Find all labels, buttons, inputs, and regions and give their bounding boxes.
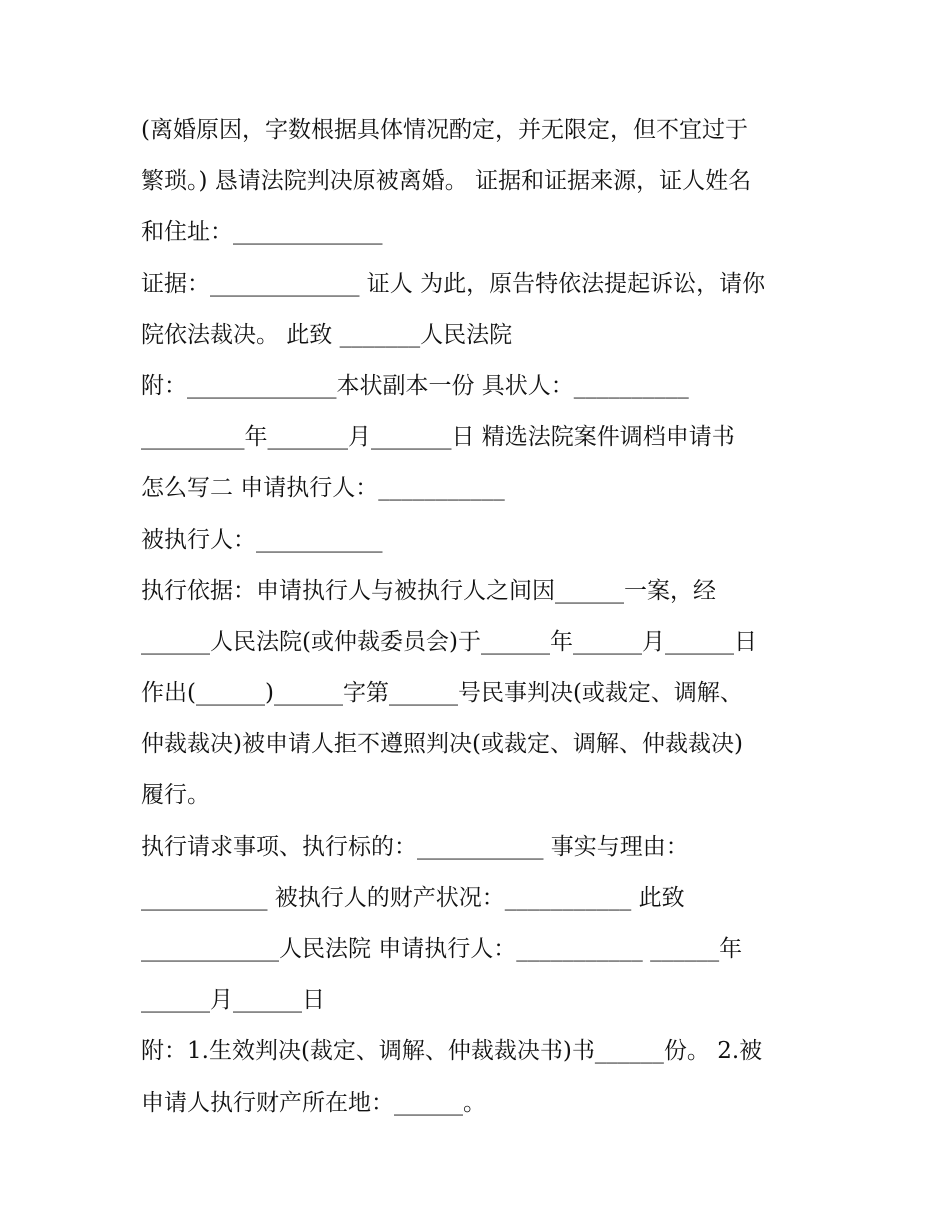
text-line: 怎么写二 申请执行人：___________ — [141, 475, 505, 502]
text-line: 和住址：_____________ — [141, 219, 383, 246]
text-line: 院依法裁决。 此致 _______人民法院 — [141, 321, 513, 348]
document-body — [141, 110, 821, 1134]
text-line: ______人民法院(或仲裁委员会)于______年______月______日 — [141, 628, 757, 655]
text-line: 申请人执行财产所在地：______。 — [141, 1089, 486, 1116]
text-line: 被执行人：___________ — [141, 526, 383, 553]
text-line: 作出(______)______字第______号民事判决(或裁定、调解、 — [141, 680, 743, 707]
text-line: 执行依据：申请执行人与被执行人之间因______一案，经 — [141, 577, 716, 604]
text-line: 附：_____________本状副本一份 具状人：__________ — [141, 372, 689, 399]
text-line: ______月______日 — [141, 987, 325, 1014]
text-line: ___________ 被执行人的财产状况：___________ 此致 — [141, 884, 685, 911]
text-line: _________年_______月_______日 精选法院案件调档申请书 — [141, 424, 735, 451]
text-line: (离婚原因，字数根据具体情况酌定，并无限定，但不宜过于 — [141, 117, 748, 143]
text-line: 履行。 — [141, 782, 210, 809]
text-line: 证据：_____________ 证人 为此，原告特依法提起诉讼，请你 — [141, 270, 766, 297]
text-line: 仲裁裁决)被申请人拒不遵照判决(或裁定、调解、仲裁裁决) — [141, 731, 743, 758]
text-line: 繁琐。) 恳请法院判决原被离婚。 证据和证据来源，证人姓名 — [141, 168, 752, 195]
text-line: ____________人民法院 申请执行人：___________ ______年 — [141, 936, 743, 962]
text-line: 附：1.生效判决(裁定、调解、仲裁裁决书)书______份。 2.被 — [141, 1038, 763, 1065]
text-line: 执行请求事项、执行标的：___________ 事实与理由： — [141, 833, 689, 860]
